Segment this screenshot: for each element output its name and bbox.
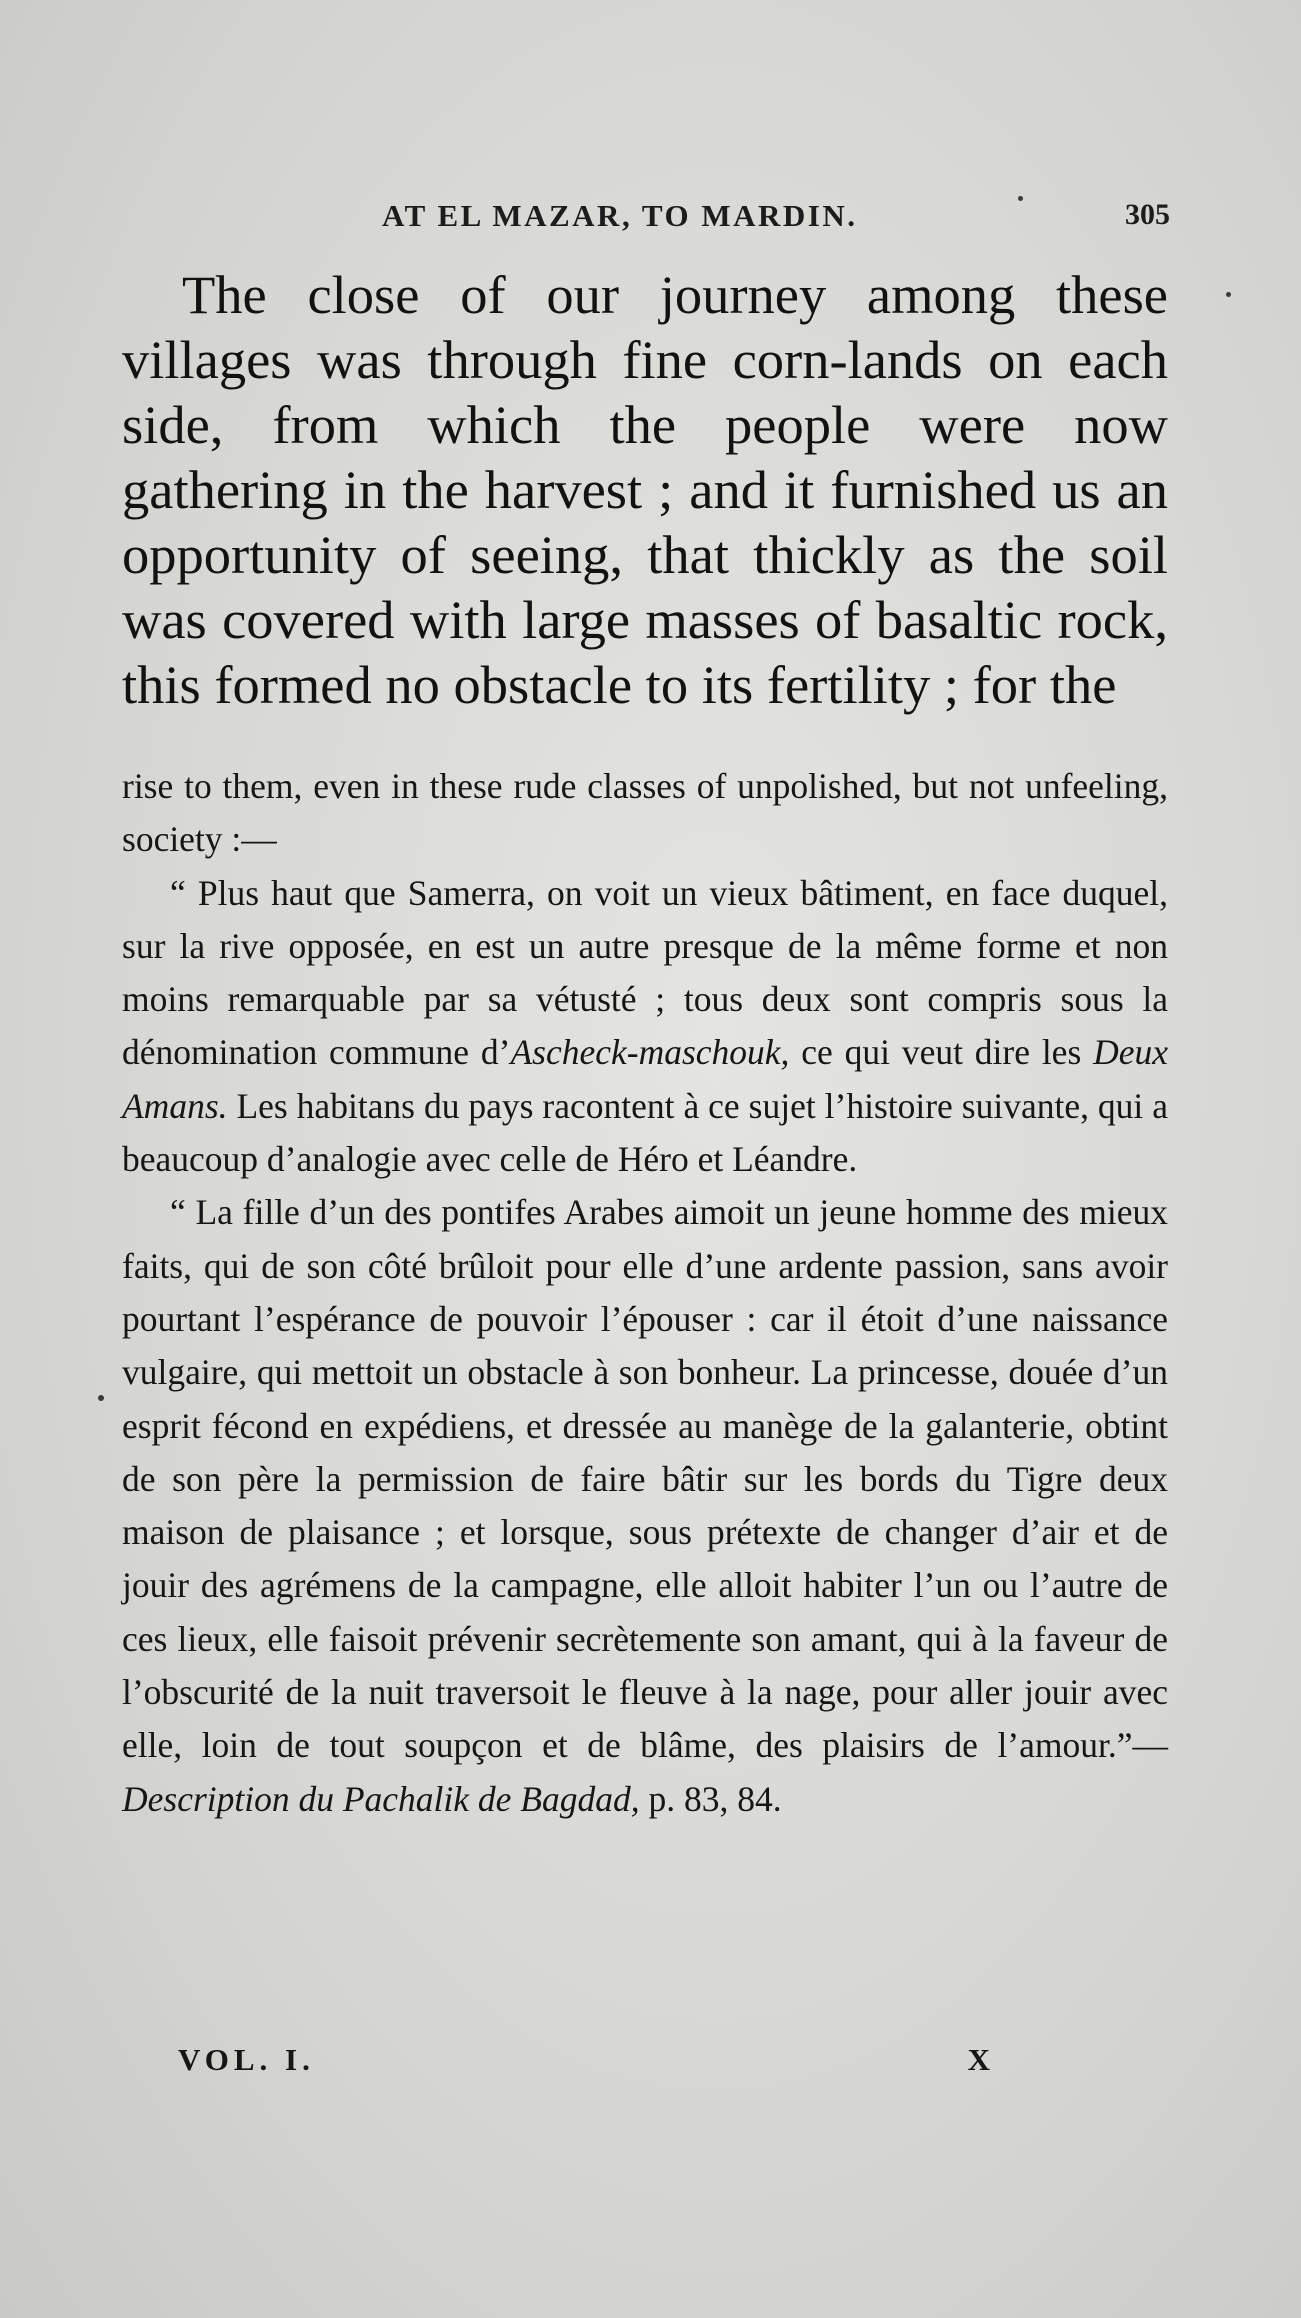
quote-1-italic-term: Ascheck-maschouk, [510, 1032, 790, 1073]
source-title: Description du Pachalik de Bagdad, [122, 1778, 640, 1819]
page-header [120, 198, 1170, 246]
print-speck [98, 1395, 104, 1401]
source-pages: p. 83, 84. [639, 1778, 782, 1819]
footnote-quote-2 [122, 1186, 1168, 1826]
volume-mark: VOL. I. [178, 2042, 315, 2077]
footnote-quote-1 [122, 867, 1168, 1187]
signature-mark: X [967, 2042, 990, 2077]
quote-1-italic-term-2: Deux Amans. [122, 1032, 1169, 1126]
quote-1-text-middle: ce qui veut dire les [789, 1032, 1094, 1073]
main-text [122, 262, 1168, 717]
quote-1-text-before: “ Plus haut que Samerra, on voit un vieux bâtiment, en face duquel, sur la rive opposée, en est un autre presque de la même forme et non moins remarquable par sa vétusté ; tous deux sont compris sous la dénomination commune d’ [122, 872, 1168, 1073]
page-footer [178, 2042, 990, 2092]
print-speck [1018, 196, 1023, 201]
footnote-intro: rise to them, even in these rude classes of unpolished, but not unfeeling, society :— [122, 766, 1168, 860]
quote-2-text: “ La fille d’un des pontifes Arabes aimoit un jeune homme des mieux faits, qui de son côté brûloit pour elle d’une ardente passion, sans avoir pourtant l’espérance de pouvoir l’épouser : car il étoit d’une naissance vulgaire, qui mettoit un obstacle à son bonheur. La princesse, douée d’un esprit fécond en expédiens, et dressée au manège de la galanterie, obtint de son père la permission de faire bâtir sur les bords du Tigre deux maison de plaisance ; et lorsque, sous prétexte de changer d’air et de jouir des agrémens de la campagne, elle alloit habiter l’un ou l’autre de ces lieux, elle faisoit prévenir secrètemente son amant, qui à la faveur de l’obscurité de la nuit traversoit le fleuve à la nage, pour aller jouir avec elle, loin de tout soupçon et de blâme, des plaisirs de l’amour.”— [122, 1192, 1168, 1766]
main-paragraph: The close of our journey among these villages was through fine corn-lands on each side, from which the people were now gathering in the harvest ; and it furnished us an opportunity of seeing, that thickly as the soil was covered with large masses of basaltic rock, this formed no obstacle to its fertility ; for the [122, 264, 1168, 715]
page-number: 305 [1125, 198, 1170, 231]
quote-1-text-after: Les habitans du pays racontent à ce sujet l’histoire suivante, qui a beaucoup d’analogie avec celle de Héro et Léandre. [122, 1085, 1168, 1180]
running-title: AT EL MAZAR, TO MARDIN. [382, 198, 858, 233]
print-speck [1226, 292, 1231, 297]
footnote [122, 760, 1168, 1826]
